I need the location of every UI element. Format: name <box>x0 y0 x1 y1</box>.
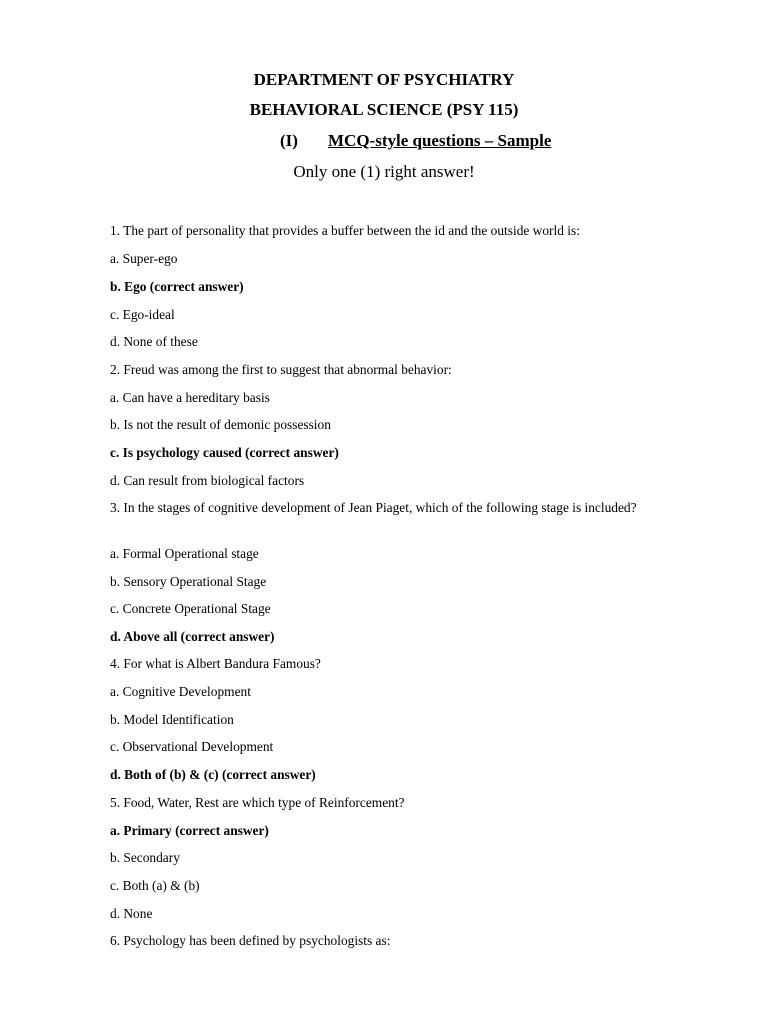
q2-option-c-correct: c. Is psychology caused (correct answer) <box>110 445 339 460</box>
q2-option-d: d. Can result from biological factors <box>110 473 305 488</box>
question-6: 6. Psychology has been defined by psychologists as: <box>110 933 391 948</box>
q5-option-b: b. Secondary <box>110 850 180 865</box>
q3-option-b: b. Sensory Operational Stage <box>110 574 267 589</box>
course-heading: BEHAVIORAL SCIENCE (PSY 115) <box>249 100 519 119</box>
question-5: 5. Food, Water, Rest are which type of Reinforcement? <box>110 795 405 810</box>
q3-option-c: c. Concrete Operational Stage <box>110 601 271 616</box>
q1-option-b-correct: b. Ego (correct answer) <box>110 279 244 294</box>
q1-option-c: c. Ego-ideal <box>110 307 175 322</box>
q1-option-a: a. Super-ego <box>110 251 178 266</box>
section-number: (I) <box>280 131 298 150</box>
question-1: 1. The part of personality that provides a buffer between the id and the outside world is: <box>110 223 580 238</box>
instruction-text: Only one (1) right answer! <box>293 162 475 181</box>
q1-option-d: d. None of these <box>110 334 198 349</box>
q5-option-a-correct: a. Primary (correct answer) <box>110 823 269 838</box>
q4-option-c: c. Observational Development <box>110 739 274 754</box>
q5-option-c: c. Both (a) & (b) <box>110 878 200 893</box>
department-heading: DEPARTMENT OF PSYCHIATRY <box>253 70 515 89</box>
q3-option-d-correct: d. Above all (correct answer) <box>110 629 275 644</box>
section-title: MCQ-style questions – Sample <box>328 131 552 150</box>
question-3: 3. In the stages of cognitive development of Jean Piaget, which of the following stage is included? <box>110 500 637 515</box>
q4-option-a: a. Cognitive Development <box>110 684 251 699</box>
q2-option-a: a. Can have a hereditary basis <box>110 390 270 405</box>
q2-option-b: b. Is not the result of demonic possession <box>110 417 331 432</box>
q3-option-a: a. Formal Operational stage <box>110 546 259 561</box>
q5-option-d: d. None <box>110 906 153 921</box>
question-2: 2. Freud was among the first to suggest that abnormal behavior: <box>110 362 452 377</box>
q4-option-d-correct: d. Both of (b) & (c) (correct answer) <box>110 767 316 782</box>
q4-option-b: b. Model Identification <box>110 712 234 727</box>
question-4: 4. For what is Albert Bandura Famous? <box>110 656 321 671</box>
